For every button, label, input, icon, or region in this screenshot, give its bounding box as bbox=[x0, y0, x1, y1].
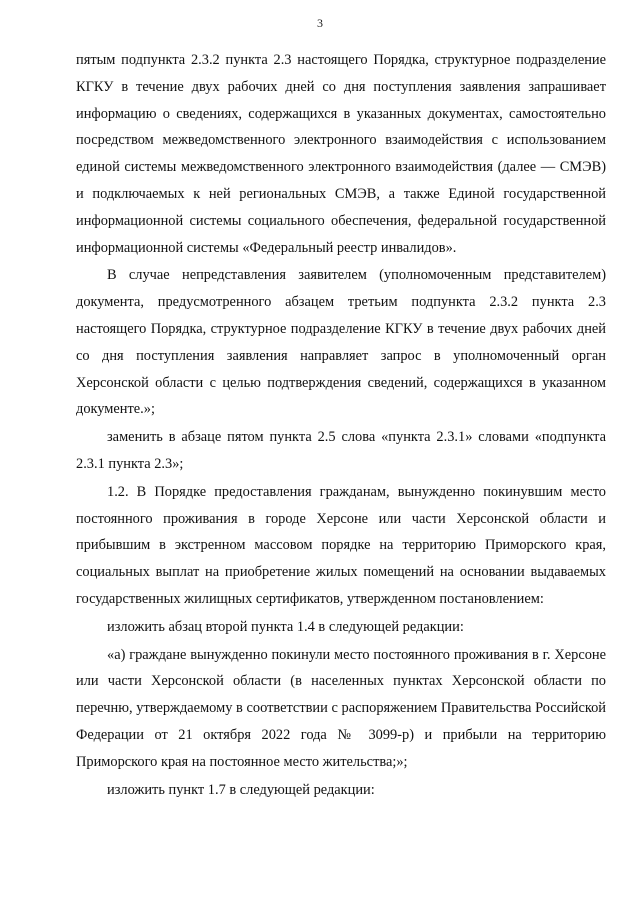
paragraph-replace-words: заменить в абзаце пятом пункта 2.5 слова «пункта 2.3.1» словами «подпункта 2.3.1 пункта 2.3»; bbox=[76, 429, 606, 472]
page-number: 3 bbox=[317, 16, 323, 30]
paragraph-amend-1-4: изложить абзац второй пункта 1.4 в следующей редакции: bbox=[107, 618, 464, 635]
paragraph-section-1-2: 1.2. В Порядке предоставления гражданам, вынужденно покинувшим место постоянного проживания в городе Херсоне или части Херсонской области и прибывшим в экстренном массовом порядке на территорию Приморского края, социальных выплат на приобретение жилых помещений на основании выдаваемых государственных жилищных сертификатов, утвержденном постановлением: bbox=[76, 483, 606, 607]
paragraph-continuation: пятым подпункта 2.3.2 пункта 2.3 настоящего Порядка, структурное подразделение КГКУ в течение двух рабочих дней со дня поступления заявления запрашивает информацию о сведениях, содержащихся в указанных документах, самостоятельно посредством межведомственного электронного взаимодействия с использованием единой системы межведомственного электронного взаимодействия (далее — СМЭВ) и подключаемых к ней региональных СМЭВ, а также Единой государственной информационной системы социального обеспечения, федеральной государственной информационной системы «Федеральный реестр инвалидов». bbox=[76, 52, 606, 256]
paragraph-clause-a: «а) граждане вынужденно покинули место постоянного проживания в г. Херсоне или части Херсонской области (в населенных пунктах Херсонской области по перечню, утверждаемому в соответствии с распоряжением Правительства Российской Федерации от 21 октября 2022 года № 3099-р) и прибыли на территорию Приморского края на постоянное место жительства;»; bbox=[76, 646, 606, 770]
document-body bbox=[76, 47, 606, 803]
paragraph-amend-1-7: изложить пункт 1.7 в следующей редакции: bbox=[107, 781, 375, 798]
paragraph-non-submission: В случае непредставления заявителем (уполномоченным представителем) документа, предусмотренного абзацем третьим подпункта 2.3.2 пункта 2.3 настоящего Порядка, структурное подразделение КГКУ в течение двух рабочих дней со дня поступления заявления направляет запрос в уполномоченный орган Херсонской области с целью подтверждения сведений, содержащихся в указанном документе.»; bbox=[76, 267, 606, 418]
